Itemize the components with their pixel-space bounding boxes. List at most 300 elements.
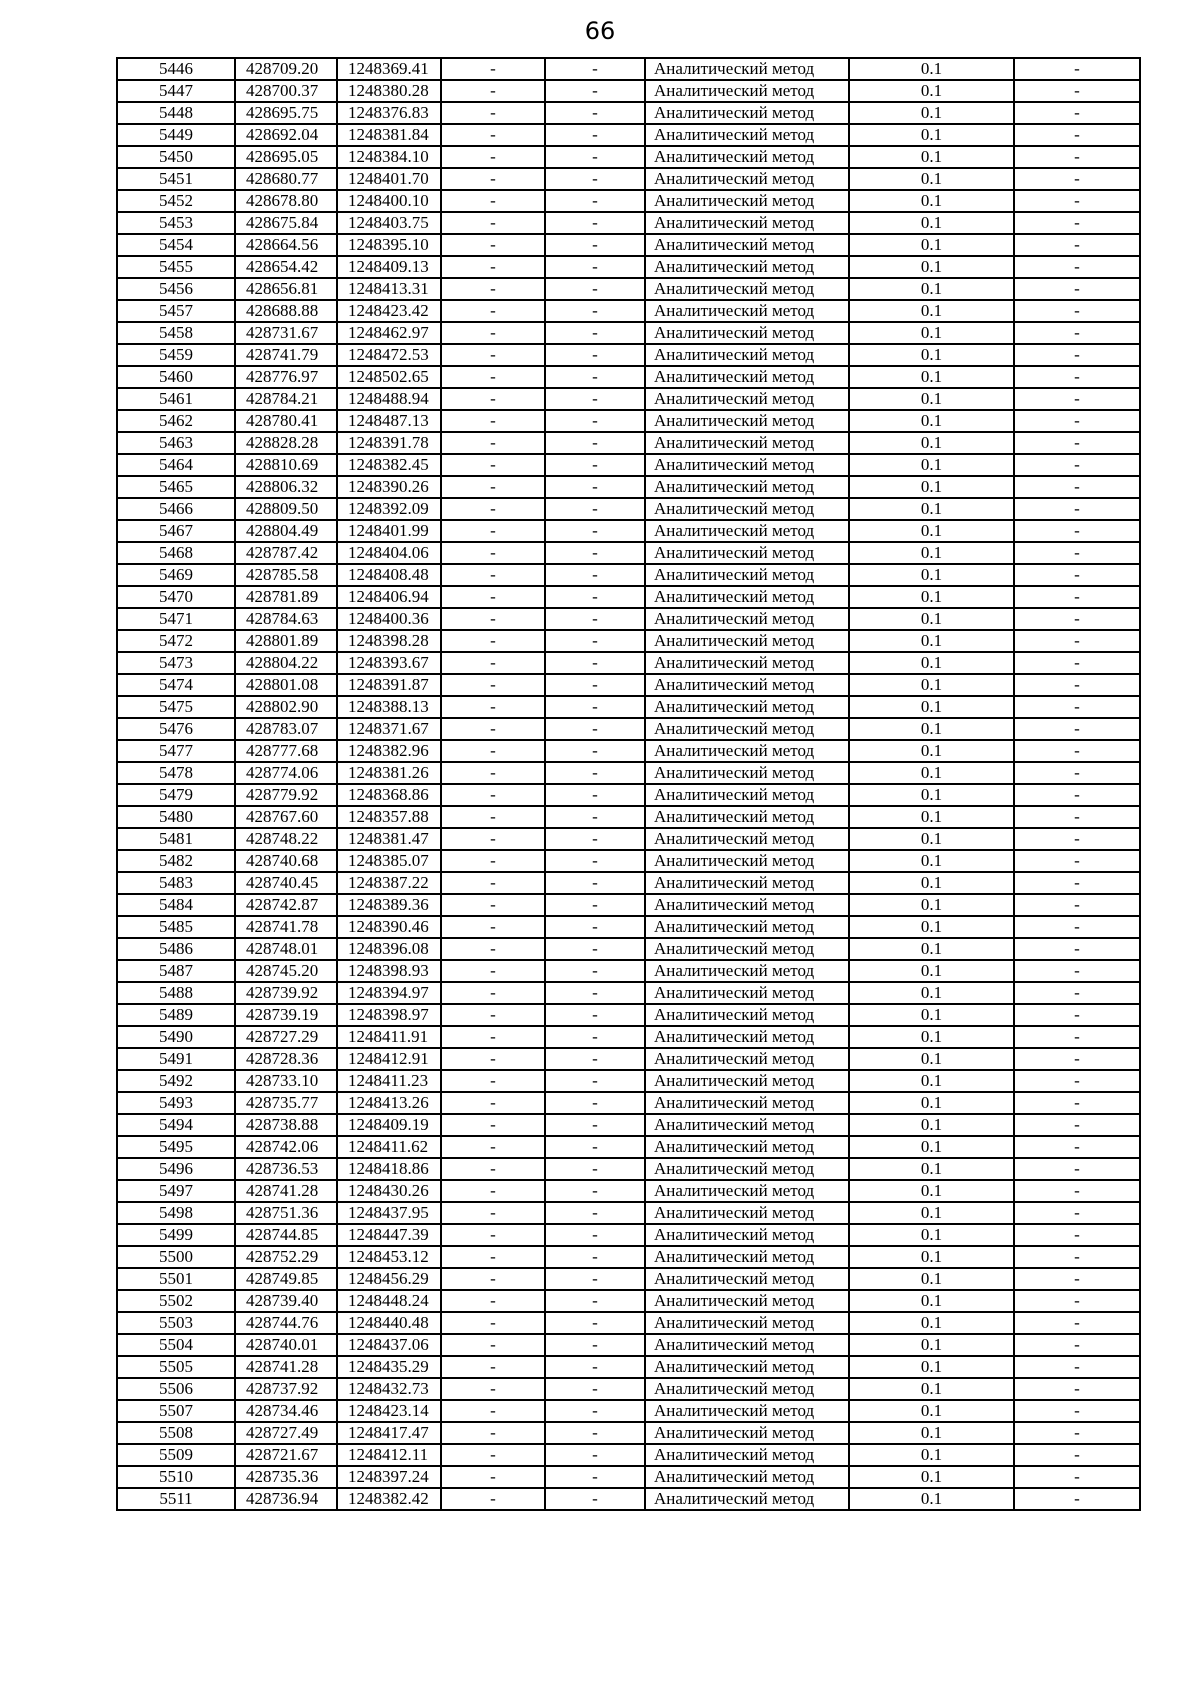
accuracy-cell: 0.1 [849,388,1014,410]
x-coordinate-cell: 428806.32 [235,476,337,498]
method-cell: Аналитический метод [645,1070,849,1092]
accuracy-cell: 0.1 [849,872,1014,894]
x-coordinate-cell: 428787.42 [235,542,337,564]
col5-value-cell: - [545,542,645,564]
accuracy-cell: 0.1 [849,1158,1014,1180]
col5-value-cell: - [545,190,645,212]
col8-value-cell: - [1014,630,1140,652]
col4-value-cell: - [441,828,545,850]
col5-value-cell: - [545,564,645,586]
y-coordinate-cell: 1248413.26 [337,1092,441,1114]
col8-value-cell: - [1014,806,1140,828]
x-coordinate-cell: 428695.05 [235,146,337,168]
y-coordinate-cell: 1248437.06 [337,1334,441,1356]
y-coordinate-cell: 1248462.97 [337,322,441,344]
method-cell: Аналитический метод [645,762,849,784]
point-number-cell: 5458 [117,322,235,344]
accuracy-cell: 0.1 [849,1378,1014,1400]
point-number-cell: 5462 [117,410,235,432]
method-cell: Аналитический метод [645,256,849,278]
col5-value-cell: - [545,1026,645,1048]
col5-value-cell: - [545,1004,645,1026]
accuracy-cell: 0.1 [849,1268,1014,1290]
col8-value-cell: - [1014,1158,1140,1180]
accuracy-cell: 0.1 [849,806,1014,828]
y-coordinate-cell: 1248397.24 [337,1466,441,1488]
col4-value-cell: - [441,1092,545,1114]
y-coordinate-cell: 1248437.95 [337,1202,441,1224]
col5-value-cell: - [545,410,645,432]
point-number-cell: 5464 [117,454,235,476]
accuracy-cell: 0.1 [849,190,1014,212]
table-row [117,1048,1140,1070]
accuracy-cell: 0.1 [849,982,1014,1004]
x-coordinate-cell: 428804.22 [235,652,337,674]
table-row [117,278,1140,300]
col8-value-cell: - [1014,938,1140,960]
method-cell: Аналитический метод [645,388,849,410]
y-coordinate-cell: 1248371.67 [337,718,441,740]
accuracy-cell: 0.1 [849,1136,1014,1158]
accuracy-cell: 0.1 [849,850,1014,872]
y-coordinate-cell: 1248381.47 [337,828,441,850]
col5-value-cell: - [545,366,645,388]
point-number-cell: 5465 [117,476,235,498]
col5-value-cell: - [545,344,645,366]
point-number-cell: 5452 [117,190,235,212]
x-coordinate-cell: 428749.85 [235,1268,337,1290]
method-cell: Аналитический метод [645,454,849,476]
accuracy-cell: 0.1 [849,322,1014,344]
table-row [117,520,1140,542]
accuracy-cell: 0.1 [849,718,1014,740]
col5-value-cell: - [545,1114,645,1136]
method-cell: Аналитический метод [645,476,849,498]
accuracy-cell: 0.1 [849,564,1014,586]
table-row [117,1224,1140,1246]
y-coordinate-cell: 1248395.10 [337,234,441,256]
table-row [117,1246,1140,1268]
col4-value-cell: - [441,982,545,1004]
table-row [117,1444,1140,1466]
col5-value-cell: - [545,146,645,168]
col5-value-cell: - [545,1488,645,1510]
accuracy-cell: 0.1 [849,146,1014,168]
x-coordinate-cell: 428709.20 [235,58,337,80]
table-row [117,1290,1140,1312]
point-number-cell: 5509 [117,1444,235,1466]
y-coordinate-cell: 1248382.96 [337,740,441,762]
point-number-cell: 5454 [117,234,235,256]
col8-value-cell: - [1014,1246,1140,1268]
table-row [117,1422,1140,1444]
method-cell: Аналитический метод [645,1026,849,1048]
table-row [117,322,1140,344]
col5-value-cell: - [545,212,645,234]
col5-value-cell: - [545,806,645,828]
point-number-cell: 5488 [117,982,235,1004]
accuracy-cell: 0.1 [849,1400,1014,1422]
col4-value-cell: - [441,1114,545,1136]
y-coordinate-cell: 1248390.46 [337,916,441,938]
x-coordinate-cell: 428688.88 [235,300,337,322]
accuracy-cell: 0.1 [849,212,1014,234]
col5-value-cell: - [545,608,645,630]
x-coordinate-cell: 428675.84 [235,212,337,234]
col5-value-cell: - [545,300,645,322]
point-number-cell: 5469 [117,564,235,586]
table-row [117,300,1140,322]
point-number-cell: 5476 [117,718,235,740]
x-coordinate-cell: 428777.68 [235,740,337,762]
col4-value-cell: - [441,1070,545,1092]
y-coordinate-cell: 1248418.86 [337,1158,441,1180]
table-row [117,1136,1140,1158]
col8-value-cell: - [1014,1400,1140,1422]
col5-value-cell: - [545,938,645,960]
point-number-cell: 5483 [117,872,235,894]
point-number-cell: 5491 [117,1048,235,1070]
col5-value-cell: - [545,1070,645,1092]
table-row [117,762,1140,784]
col4-value-cell: - [441,718,545,740]
y-coordinate-cell: 1248417.47 [337,1422,441,1444]
y-coordinate-cell: 1248394.97 [337,982,441,1004]
x-coordinate-cell: 428727.49 [235,1422,337,1444]
accuracy-cell: 0.1 [849,1114,1014,1136]
table-row [117,124,1140,146]
x-coordinate-cell: 428776.97 [235,366,337,388]
accuracy-cell: 0.1 [849,520,1014,542]
accuracy-cell: 0.1 [849,432,1014,454]
y-coordinate-cell: 1248413.31 [337,278,441,300]
coordinates-table [116,57,1141,1511]
y-coordinate-cell: 1248381.84 [337,124,441,146]
col4-value-cell: - [441,300,545,322]
method-cell: Аналитический метод [645,938,849,960]
y-coordinate-cell: 1248392.09 [337,498,441,520]
table-row [117,1092,1140,1114]
col8-value-cell: - [1014,1268,1140,1290]
accuracy-cell: 0.1 [849,366,1014,388]
col8-value-cell: - [1014,58,1140,80]
method-cell: Аналитический метод [645,1246,849,1268]
y-coordinate-cell: 1248390.26 [337,476,441,498]
x-coordinate-cell: 428739.19 [235,1004,337,1026]
table-row [117,938,1140,960]
x-coordinate-cell: 428801.08 [235,674,337,696]
method-cell: Аналитический метод [645,124,849,146]
col8-value-cell: - [1014,872,1140,894]
point-number-cell: 5459 [117,344,235,366]
y-coordinate-cell: 1248487.13 [337,410,441,432]
accuracy-cell: 0.1 [849,1092,1014,1114]
y-coordinate-cell: 1248391.87 [337,674,441,696]
method-cell: Аналитический метод [645,1158,849,1180]
method-cell: Аналитический метод [645,1004,849,1026]
point-number-cell: 5475 [117,696,235,718]
point-number-cell: 5478 [117,762,235,784]
table-row [117,652,1140,674]
y-coordinate-cell: 1248440.48 [337,1312,441,1334]
accuracy-cell: 0.1 [849,1290,1014,1312]
table-row [117,168,1140,190]
col4-value-cell: - [441,542,545,564]
x-coordinate-cell: 428741.28 [235,1356,337,1378]
y-coordinate-cell: 1248430.26 [337,1180,441,1202]
col4-value-cell: - [441,960,545,982]
x-coordinate-cell: 428748.22 [235,828,337,850]
x-coordinate-cell: 428744.76 [235,1312,337,1334]
y-coordinate-cell: 1248432.73 [337,1378,441,1400]
y-coordinate-cell: 1248401.70 [337,168,441,190]
col8-value-cell: - [1014,1070,1140,1092]
point-number-cell: 5470 [117,586,235,608]
x-coordinate-cell: 428700.37 [235,80,337,102]
method-cell: Аналитический метод [645,718,849,740]
point-number-cell: 5457 [117,300,235,322]
point-number-cell: 5489 [117,1004,235,1026]
table-row [117,388,1140,410]
col5-value-cell: - [545,476,645,498]
point-number-cell: 5446 [117,58,235,80]
col5-value-cell: - [545,850,645,872]
point-number-cell: 5504 [117,1334,235,1356]
method-cell: Аналитический метод [645,58,849,80]
y-coordinate-cell: 1248502.65 [337,366,441,388]
point-number-cell: 5507 [117,1400,235,1422]
col5-value-cell: - [545,256,645,278]
col4-value-cell: - [441,1378,545,1400]
point-number-cell: 5486 [117,938,235,960]
x-coordinate-cell: 428784.21 [235,388,337,410]
x-coordinate-cell: 428695.75 [235,102,337,124]
table-row [117,344,1140,366]
table-row [117,102,1140,124]
col5-value-cell: - [545,432,645,454]
col5-value-cell: - [545,58,645,80]
y-coordinate-cell: 1248400.36 [337,608,441,630]
col4-value-cell: - [441,784,545,806]
y-coordinate-cell: 1248448.24 [337,1290,441,1312]
table-row [117,80,1140,102]
col4-value-cell: - [441,1268,545,1290]
col8-value-cell: - [1014,1004,1140,1026]
col4-value-cell: - [441,1466,545,1488]
x-coordinate-cell: 428774.06 [235,762,337,784]
col8-value-cell: - [1014,498,1140,520]
col5-value-cell: - [545,520,645,542]
x-coordinate-cell: 428740.68 [235,850,337,872]
col4-value-cell: - [441,344,545,366]
col4-value-cell: - [441,1356,545,1378]
y-coordinate-cell: 1248369.41 [337,58,441,80]
col8-value-cell: - [1014,300,1140,322]
col8-value-cell: - [1014,828,1140,850]
method-cell: Аналитический метод [645,828,849,850]
col5-value-cell: - [545,872,645,894]
col8-value-cell: - [1014,960,1140,982]
col5-value-cell: - [545,718,645,740]
col8-value-cell: - [1014,322,1140,344]
table-row [117,1488,1140,1510]
x-coordinate-cell: 428828.28 [235,432,337,454]
method-cell: Аналитический метод [645,1312,849,1334]
method-cell: Аналитический метод [645,212,849,234]
col5-value-cell: - [545,1334,645,1356]
point-number-cell: 5496 [117,1158,235,1180]
accuracy-cell: 0.1 [849,1070,1014,1092]
y-coordinate-cell: 1248488.94 [337,388,441,410]
accuracy-cell: 0.1 [849,894,1014,916]
col5-value-cell: - [545,1466,645,1488]
x-coordinate-cell: 428656.81 [235,278,337,300]
accuracy-cell: 0.1 [849,234,1014,256]
col8-value-cell: - [1014,124,1140,146]
y-coordinate-cell: 1248357.88 [337,806,441,828]
x-coordinate-cell: 428733.10 [235,1070,337,1092]
y-coordinate-cell: 1248412.91 [337,1048,441,1070]
col4-value-cell: - [441,1312,545,1334]
table-row [117,542,1140,564]
col8-value-cell: - [1014,212,1140,234]
accuracy-cell: 0.1 [849,1444,1014,1466]
table-row [117,784,1140,806]
col5-value-cell: - [545,1356,645,1378]
col8-value-cell: - [1014,344,1140,366]
x-coordinate-cell: 428767.60 [235,806,337,828]
x-coordinate-cell: 428680.77 [235,168,337,190]
accuracy-cell: 0.1 [849,1466,1014,1488]
x-coordinate-cell: 428741.78 [235,916,337,938]
col8-value-cell: - [1014,718,1140,740]
method-cell: Аналитический метод [645,960,849,982]
x-coordinate-cell: 428654.42 [235,256,337,278]
point-number-cell: 5485 [117,916,235,938]
table-row [117,1004,1140,1026]
col5-value-cell: - [545,630,645,652]
col8-value-cell: - [1014,740,1140,762]
table-row [117,960,1140,982]
col8-value-cell: - [1014,256,1140,278]
col8-value-cell: - [1014,234,1140,256]
x-coordinate-cell: 428735.36 [235,1466,337,1488]
method-cell: Аналитический метод [645,410,849,432]
col4-value-cell: - [441,652,545,674]
table-row [117,256,1140,278]
point-number-cell: 5498 [117,1202,235,1224]
y-coordinate-cell: 1248387.22 [337,872,441,894]
col5-value-cell: - [545,1136,645,1158]
y-coordinate-cell: 1248411.91 [337,1026,441,1048]
method-cell: Аналитический метод [645,652,849,674]
y-coordinate-cell: 1248400.10 [337,190,441,212]
table-row [117,608,1140,630]
col5-value-cell: - [545,1224,645,1246]
col5-value-cell: - [545,102,645,124]
col4-value-cell: - [441,608,545,630]
col5-value-cell: - [545,674,645,696]
point-number-cell: 5472 [117,630,235,652]
method-cell: Аналитический метод [645,1202,849,1224]
table-row [117,1070,1140,1092]
method-cell: Аналитический метод [645,1466,849,1488]
accuracy-cell: 0.1 [849,1180,1014,1202]
x-coordinate-cell: 428741.79 [235,344,337,366]
col5-value-cell: - [545,454,645,476]
col4-value-cell: - [441,212,545,234]
y-coordinate-cell: 1248408.48 [337,564,441,586]
point-number-cell: 5474 [117,674,235,696]
col5-value-cell: - [545,960,645,982]
point-number-cell: 5479 [117,784,235,806]
col8-value-cell: - [1014,476,1140,498]
table-row [117,740,1140,762]
col5-value-cell: - [545,1158,645,1180]
col8-value-cell: - [1014,696,1140,718]
table-row [117,1334,1140,1356]
method-cell: Аналитический метод [645,696,849,718]
col8-value-cell: - [1014,520,1140,542]
col5-value-cell: - [545,1312,645,1334]
x-coordinate-cell: 428780.41 [235,410,337,432]
col4-value-cell: - [441,586,545,608]
y-coordinate-cell: 1248388.13 [337,696,441,718]
col5-value-cell: - [545,1290,645,1312]
method-cell: Аналитический метод [645,432,849,454]
col5-value-cell: - [545,740,645,762]
y-coordinate-cell: 1248384.10 [337,146,441,168]
point-number-cell: 5510 [117,1466,235,1488]
accuracy-cell: 0.1 [849,828,1014,850]
col8-value-cell: - [1014,1224,1140,1246]
point-number-cell: 5450 [117,146,235,168]
method-cell: Аналитический метод [645,1378,849,1400]
x-coordinate-cell: 428728.36 [235,1048,337,1070]
table-body [117,58,1140,1510]
col5-value-cell: - [545,916,645,938]
table-row [117,498,1140,520]
point-number-cell: 5493 [117,1092,235,1114]
method-cell: Аналитический метод [645,344,849,366]
point-number-cell: 5505 [117,1356,235,1378]
col8-value-cell: - [1014,1180,1140,1202]
col8-value-cell: - [1014,586,1140,608]
table-row [117,432,1140,454]
accuracy-cell: 0.1 [849,1004,1014,1026]
y-coordinate-cell: 1248389.36 [337,894,441,916]
accuracy-cell: 0.1 [849,1356,1014,1378]
col4-value-cell: - [441,432,545,454]
page-number: 66 [584,17,616,45]
accuracy-cell: 0.1 [849,124,1014,146]
table-row [117,696,1140,718]
col5-value-cell: - [545,1378,645,1400]
col5-value-cell: - [545,80,645,102]
y-coordinate-cell: 1248453.12 [337,1246,441,1268]
col8-value-cell: - [1014,80,1140,102]
x-coordinate-cell: 428748.01 [235,938,337,960]
method-cell: Аналитический метод [645,894,849,916]
y-coordinate-cell: 1248368.86 [337,784,441,806]
col8-value-cell: - [1014,454,1140,476]
col4-value-cell: - [441,1158,545,1180]
col8-value-cell: - [1014,762,1140,784]
accuracy-cell: 0.1 [849,498,1014,520]
y-coordinate-cell: 1248382.42 [337,1488,441,1510]
table-row [117,1466,1140,1488]
accuracy-cell: 0.1 [849,454,1014,476]
